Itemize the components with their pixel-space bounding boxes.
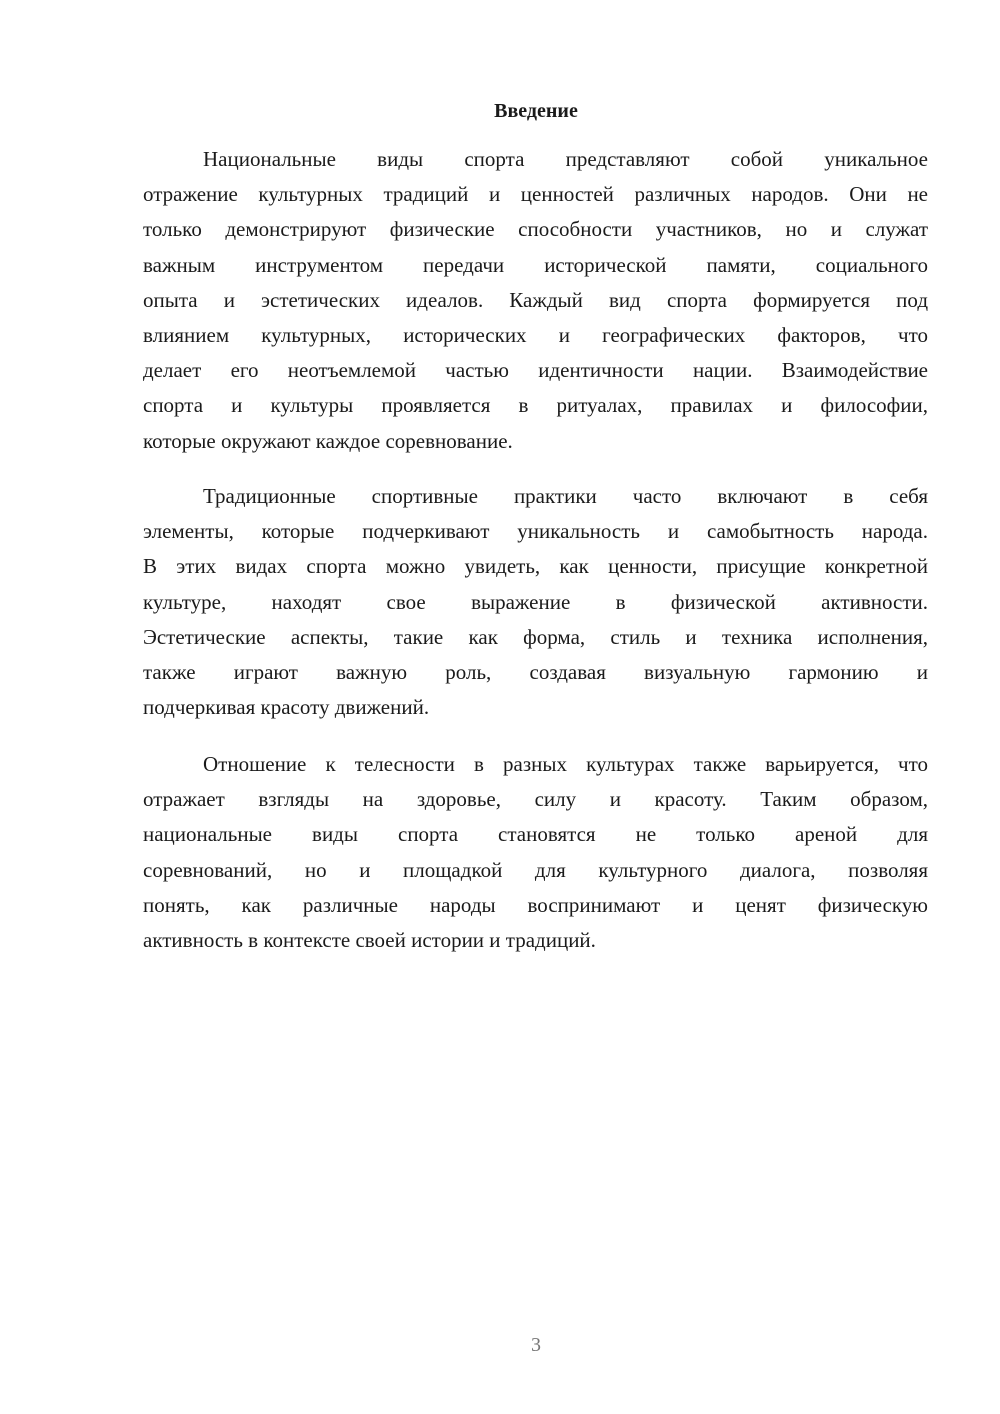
text-line: влиянием культурных, исторических и географических факторов, что (143, 322, 928, 347)
text-line: Традиционные спортивные практики часто включают в себя (203, 484, 928, 508)
paragraph-2 (143, 479, 928, 725)
paragraph-1 (143, 142, 928, 459)
text-line: опыта и эстетических идеалов. Каждый вид спорта формируется под (143, 287, 928, 312)
text-line: делает его неотъемлемой частью идентичности нации. Взаимодействие (143, 358, 928, 383)
text-line: Эстетические аспекты, такие как форма, стиль и техника исполнения, (143, 624, 928, 649)
text-line: отражение культурных традиций и ценностей различных народов. Они не (143, 182, 928, 207)
text-line: которые окружают каждое соревнование. (143, 428, 513, 453)
text-line: Отношение к телесности в разных культурах также варьируется, что (203, 752, 928, 776)
text-line: культуре, находят свое выражение в физической активности. (143, 589, 928, 614)
text-line: спорта и культуры проявляется в ритуалах, правилах и философии, (143, 393, 928, 418)
text-line: также играют важную роль, создавая визуальную гармонию и (143, 659, 928, 684)
text-line: понять, как различные народы воспринимают и ценят физическую (143, 892, 928, 917)
text-line: подчеркивая красоту движений. (143, 695, 430, 720)
text-line: Национальные виды спорта представляют собой уникальное (203, 147, 928, 171)
text-line: только демонстрируют физические способности участников, но и служат (143, 217, 928, 242)
text-line: соревнований, но и площадкой для культурного диалога, позволяя (143, 857, 928, 882)
text-line: национальные виды спорта становятся не только ареной для (143, 822, 928, 847)
paragraph-3 (143, 747, 928, 958)
text-line: активность в контексте своей истории и традиций. (143, 927, 596, 952)
text-line: отражает взгляды на здоровье, силу и красоту. Таким образом, (143, 787, 928, 812)
text-line: важным инструментом передачи исторической памяти, социального (143, 252, 928, 277)
section-heading: Введение (494, 100, 578, 122)
text-line: В этих видах спорта можно увидеть, как ценности, присущие конкретной (143, 554, 928, 579)
text-line: элементы, которые подчеркивают уникальность и самобытность народа. (143, 519, 928, 544)
page-number: 3 (531, 1334, 541, 1356)
